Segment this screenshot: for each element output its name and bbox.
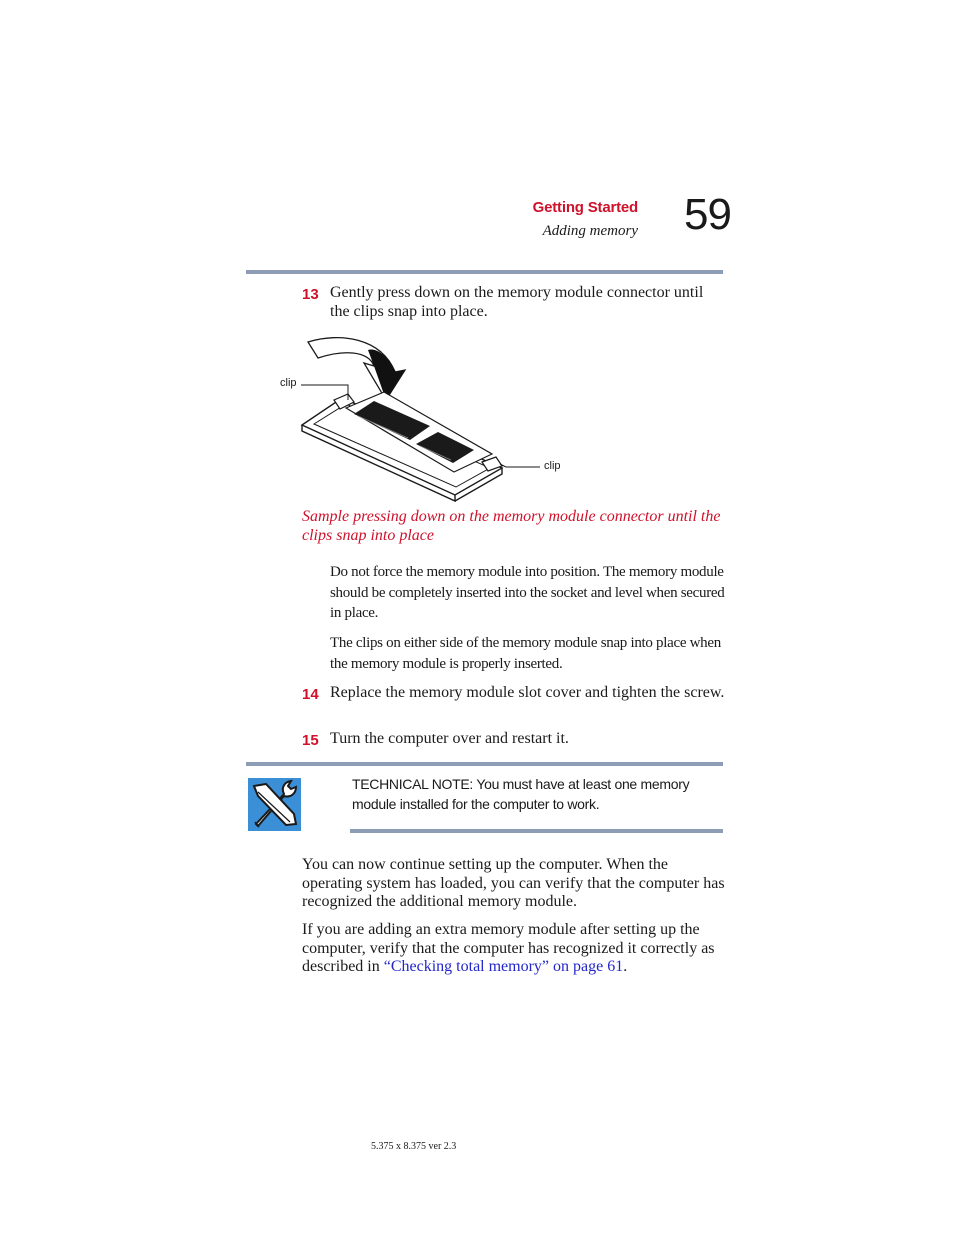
clip-label-right: clip (544, 460, 561, 472)
wrench-icon (248, 778, 301, 831)
clip-right-leader (500, 464, 540, 467)
section-title: Getting Started (532, 199, 638, 216)
page-number: 59 (684, 190, 731, 239)
note-paragraph-1: Do not force the memory module into position. The memory module should be completely inserted into the socket and level when secured in place. (330, 564, 725, 621)
memory-module-illustration (270, 330, 580, 505)
clip-label-left: clip (280, 377, 297, 389)
checking-total-memory-link[interactable]: “Checking total memory” on page 61 (383, 958, 624, 975)
step-number-15: 15 (302, 732, 319, 749)
figure-caption: Sample pressing down on the memory module connector until the clips snap into place (302, 508, 721, 544)
step-number-14: 14 (302, 686, 319, 703)
technical-note-rule-bottom (350, 829, 723, 833)
header-rule (246, 270, 723, 274)
step-text-15: Turn the computer over and restart it. (330, 730, 569, 747)
memory-module-figure (270, 330, 580, 505)
footer-version: 5.375 x 8.375 ver 2.3 (371, 1141, 457, 1152)
technical-note-body: You must have at least one memory module installed for the computer to work. (352, 776, 690, 812)
technical-note-text (352, 775, 722, 814)
body-paragraph-1: You can now continue setting up the computer. When the operating system has loaded, you can verify that the computer has recognized the additional memory module. (302, 856, 725, 910)
body-paragraph-2-text: If you are adding an extra memory module after setting up the computer, verify that the computer has recognized it correctly as described in (302, 921, 715, 975)
note-paragraph-2: The clips on either side of the memory module snap into place when the memory module is properly inserted. (330, 635, 721, 672)
body-paragraph-2-end: . (623, 958, 628, 975)
step-text-13: Gently press down on the memory module connector until the clips snap into place. (330, 284, 704, 320)
technical-note-label: TECHNICAL NOTE: (352, 776, 473, 792)
step-number-13: 13 (302, 286, 319, 303)
body-paragraph-2 (302, 921, 727, 977)
step-text-14: Replace the memory module slot cover and tighten the screw. (330, 684, 725, 701)
subsection-title: Adding memory (542, 223, 638, 239)
technical-note-rule-top (246, 762, 723, 766)
